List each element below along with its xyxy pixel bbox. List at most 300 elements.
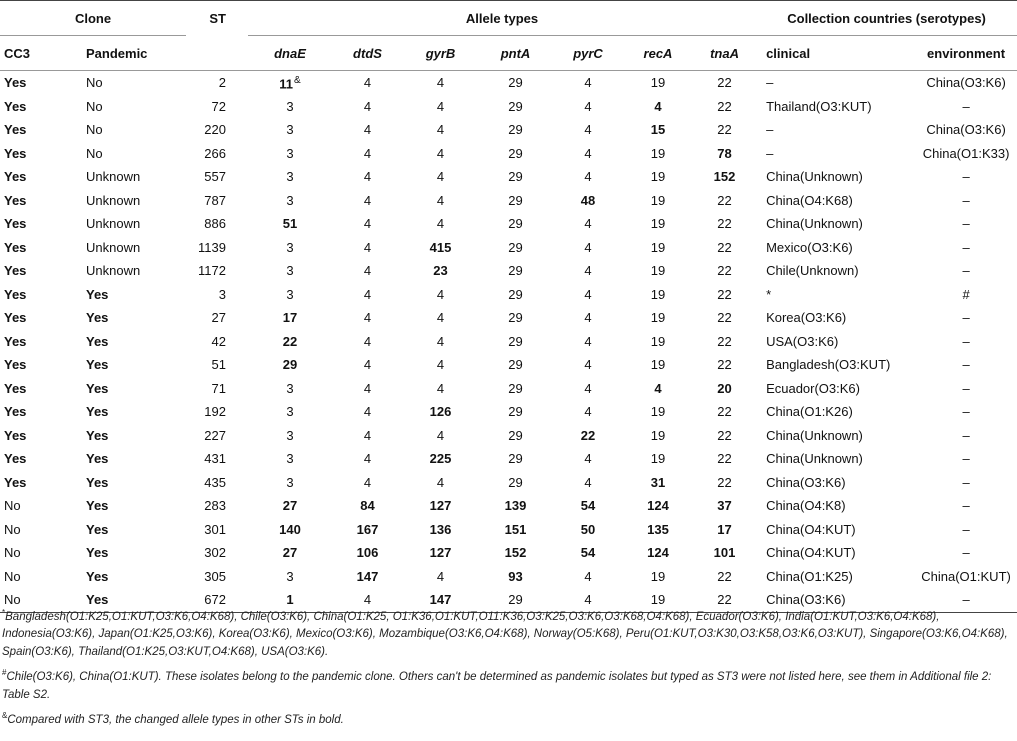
cell-allele: 84 bbox=[360, 498, 375, 514]
cell-allele: 22 bbox=[717, 286, 732, 302]
cell-environment: China(O3:K6) bbox=[926, 122, 1006, 138]
cell-clinical: China(Unknown) bbox=[766, 451, 863, 467]
cell-allele: 4 bbox=[436, 169, 445, 185]
cell-allele: 167 bbox=[356, 521, 379, 537]
footnote-amp-mark: & bbox=[2, 711, 8, 721]
cell-allele: 124 bbox=[647, 498, 669, 514]
cell-allele: 50 bbox=[580, 521, 596, 537]
cell-allele: 4 bbox=[584, 568, 592, 584]
cell-allele: 4 bbox=[584, 333, 592, 349]
table-row bbox=[0, 424, 1017, 448]
cell-clinical: Thailand(O3:KUT) bbox=[766, 98, 872, 114]
cell-pandemic: Yes bbox=[86, 427, 109, 443]
cell-allele: 4 bbox=[584, 263, 592, 279]
cell-clinical: China(Unknown) bbox=[766, 169, 863, 185]
cell-allele: 3 bbox=[286, 286, 294, 302]
cell-allele: 29 bbox=[508, 333, 523, 349]
cell-allele: 101 bbox=[713, 545, 736, 561]
cell-st: 3 bbox=[218, 286, 226, 302]
cell-allele: 4 bbox=[436, 122, 445, 138]
cell-pandemic: Unknown bbox=[86, 239, 141, 255]
header-clinical: clinical bbox=[766, 45, 811, 61]
cell-clinical: Chile(Unknown) bbox=[766, 263, 859, 279]
cell-pandemic: Unknown bbox=[86, 169, 141, 185]
cell-cc3: Yes bbox=[4, 263, 27, 279]
header-st: ST bbox=[209, 10, 226, 26]
cell-clinical: China(O3:K6) bbox=[766, 474, 846, 490]
cell-environment: – bbox=[962, 451, 970, 467]
footnote-star bbox=[2, 604, 1014, 661]
cell-clinical: China(O4:K8) bbox=[766, 498, 846, 514]
table-row bbox=[0, 95, 1017, 119]
footnote-amp bbox=[2, 707, 1014, 729]
cell-allele: 29 bbox=[508, 98, 523, 114]
cell-st: 42 bbox=[211, 333, 226, 349]
cell-clinical: Mexico(O3:K6) bbox=[766, 239, 853, 255]
cell-st: 51 bbox=[211, 357, 226, 373]
cell-pandemic: No bbox=[86, 145, 103, 161]
cell-cc3: Yes bbox=[4, 192, 27, 208]
cell-allele: 147 bbox=[356, 568, 379, 584]
cell-allele: 22 bbox=[580, 427, 596, 443]
cell-st: 27 bbox=[211, 310, 226, 326]
cell-allele: 4 bbox=[363, 192, 372, 208]
cell-environment: – bbox=[962, 427, 970, 443]
cell-clinical: China(Unknown) bbox=[766, 427, 863, 443]
cell-allele: 17 bbox=[282, 310, 298, 326]
cell-clinical: China(O4:KUT) bbox=[766, 545, 856, 561]
footnote-amp-text: Compared with ST3, the changed allele types in other STs in bold. bbox=[7, 713, 344, 726]
cell-allele: 4 bbox=[436, 216, 445, 232]
cell-allele: 4 bbox=[584, 380, 592, 396]
cell-allele: 4 bbox=[363, 239, 372, 255]
cell-allele: 126 bbox=[429, 404, 452, 420]
cell-clinical: China(O1:K25) bbox=[766, 568, 853, 584]
cell-allele: 4 bbox=[363, 216, 372, 232]
cell-st: 302 bbox=[204, 545, 226, 561]
cell-environment: China(O1:K33) bbox=[922, 145, 1010, 161]
cell-clinical: Bangladesh(O3:KUT) bbox=[766, 357, 891, 373]
cell-allele: 19 bbox=[650, 75, 666, 91]
table-row bbox=[0, 518, 1017, 542]
cell-allele: 3 bbox=[286, 263, 294, 279]
cell-allele: 3 bbox=[286, 145, 294, 161]
cell-clinical: Korea(O3:K6) bbox=[766, 310, 847, 326]
cell-allele: 4 bbox=[654, 98, 662, 114]
cell-allele: 4 bbox=[363, 169, 372, 185]
cell-allele: 19 bbox=[650, 145, 666, 161]
cell-cc3: Yes bbox=[4, 380, 27, 396]
cell-allele: 4 bbox=[363, 310, 372, 326]
table-row bbox=[0, 71, 1017, 95]
cell-allele: 4 bbox=[584, 451, 592, 467]
table-row bbox=[0, 353, 1017, 377]
table-row bbox=[0, 330, 1017, 354]
cell-allele: 3 bbox=[286, 98, 294, 114]
cell-cc3: Yes bbox=[4, 145, 27, 161]
cell-allele: 31 bbox=[650, 474, 666, 490]
cell-allele: 54 bbox=[580, 498, 596, 514]
cell-allele: 19 bbox=[650, 404, 666, 420]
cell-pandemic: Yes bbox=[86, 310, 109, 326]
header-gene-pnta: pntA bbox=[500, 45, 531, 61]
header-collection-countries: Collection countries (serotypes) bbox=[756, 1, 1017, 36]
cell-allele: 4 bbox=[363, 286, 372, 302]
cell-clinical: China(O4:K68) bbox=[766, 192, 853, 208]
cell-cc3: Yes bbox=[4, 357, 27, 373]
cell-st: 1172 bbox=[198, 263, 226, 279]
header-gene-dtds: dtdS bbox=[353, 45, 382, 61]
cell-st: 220 bbox=[204, 122, 226, 138]
cell-allele: 29 bbox=[508, 263, 523, 279]
header-gene-gyrb: gyrB bbox=[425, 45, 456, 61]
cell-allele: 415 bbox=[429, 239, 452, 255]
cell-allele: 3 bbox=[286, 192, 294, 208]
cell-pandemic: Unknown bbox=[86, 216, 141, 232]
header-column-row bbox=[0, 36, 1017, 71]
cell-allele: 22 bbox=[717, 310, 732, 326]
cell-allele: 19 bbox=[650, 263, 666, 279]
table-body bbox=[0, 71, 1017, 613]
cell-allele: 3 bbox=[286, 239, 294, 255]
cell-cc3: Yes bbox=[4, 286, 27, 302]
cell-allele: 4 bbox=[584, 145, 592, 161]
cell-st: 787 bbox=[204, 192, 226, 208]
table-row bbox=[0, 494, 1017, 518]
cell-allele: 3 bbox=[286, 380, 294, 396]
footnote-ref-amp: & bbox=[294, 74, 301, 86]
cell-allele: 4 bbox=[584, 286, 592, 302]
cell-allele: 19 bbox=[650, 592, 666, 608]
table-footnotes bbox=[2, 604, 1014, 732]
cell-allele: 29 bbox=[508, 75, 523, 91]
cell-allele: 4 bbox=[363, 75, 372, 91]
cell-allele: 4 bbox=[363, 380, 372, 396]
cell-allele: 4 bbox=[584, 98, 592, 114]
cell-st: 283 bbox=[204, 498, 226, 514]
cell-allele: 29 bbox=[508, 169, 523, 185]
cell-pandemic: Yes bbox=[86, 498, 109, 514]
cell-allele: 4 bbox=[584, 169, 592, 185]
cell-allele: 3 bbox=[286, 451, 294, 467]
table-row bbox=[0, 565, 1017, 589]
cell-environment: – bbox=[962, 474, 970, 490]
cell-allele: 37 bbox=[717, 498, 732, 514]
table-row bbox=[0, 306, 1017, 330]
cell-environment: – bbox=[962, 521, 970, 537]
cell-allele: 4 bbox=[436, 75, 445, 91]
table-row bbox=[0, 447, 1017, 471]
cell-allele: 4 bbox=[363, 98, 372, 114]
cell-allele: 4 bbox=[363, 333, 372, 349]
cell-st: 435 bbox=[204, 474, 226, 490]
cell-allele: 22 bbox=[717, 263, 732, 279]
cell-environment: – bbox=[962, 263, 970, 279]
cell-pandemic: Yes bbox=[86, 380, 109, 396]
cell-allele: 19 bbox=[650, 568, 666, 584]
cell-allele: 4 bbox=[584, 310, 592, 326]
cell-allele: 22 bbox=[717, 192, 732, 208]
cell-clinical: – bbox=[766, 145, 774, 161]
table-row bbox=[0, 283, 1017, 307]
cell-clinical: Ecuador(O3:K6) bbox=[766, 380, 860, 396]
cell-allele: 27 bbox=[282, 545, 298, 561]
cell-allele: 19 bbox=[650, 357, 666, 373]
cell-cc3: Yes bbox=[4, 474, 27, 490]
cell-allele: 127 bbox=[429, 498, 452, 514]
cell-cc3: Yes bbox=[4, 310, 27, 326]
header-group-row bbox=[0, 1, 1017, 36]
cell-allele: 22 bbox=[282, 333, 298, 349]
cell-st: 72 bbox=[211, 98, 226, 114]
cell-allele: 19 bbox=[650, 333, 666, 349]
cell-st: 305 bbox=[204, 568, 226, 584]
cell-allele: 29 bbox=[508, 192, 523, 208]
cell-allele: 54 bbox=[580, 545, 596, 561]
header-environment: environment bbox=[927, 45, 1006, 61]
cell-cc3: No bbox=[4, 592, 21, 608]
cell-allele: 135 bbox=[647, 521, 669, 537]
footnote-star-mark: * bbox=[2, 608, 6, 617]
cell-allele: 127 bbox=[429, 545, 452, 561]
footnote-star-text: Bangladesh(O1:K25,O1:KUT,O3:K6,O4:K68), Chile(O3:K6), China(O1:K25, O1:K36,O1:KUT,O11:K36,O3:K25,O3:K6,O3:K68,O4:K68), Ecuador(O3:K6), India(O1:KUT,O3:K6,O4:K68), Indonesia(O3:K6), Japan(O1:K25,O3:K6), Korea(O3:K6), Mexico(O3:K6), Mozambique(O3:K6,O4:K68), Norway(O5:K68), Peru(O1:KUT,O3:K30,O3:K58,O3:K6,O3:KUT), Singapore(O3:K6,O4:K68), Spain(O3:K6), Thailand(O1:K25,O3:KUT,O4:K68), USA(O3:K6). bbox=[2, 610, 1008, 658]
table-row bbox=[0, 471, 1017, 495]
cell-allele: 4 bbox=[584, 474, 592, 490]
cell-allele: 51 bbox=[282, 216, 298, 232]
cell-allele: 4 bbox=[584, 75, 592, 91]
table-row bbox=[0, 142, 1017, 166]
cell-environment: – bbox=[962, 545, 970, 561]
cell-allele: 136 bbox=[429, 521, 452, 537]
header-allele-types: Allele types bbox=[248, 1, 756, 36]
cell-allele: 4 bbox=[584, 122, 592, 138]
cell-allele: 22 bbox=[717, 427, 732, 443]
cell-allele: 152 bbox=[713, 169, 736, 185]
cell-allele: 4 bbox=[363, 145, 372, 161]
cell-clinical: * bbox=[766, 286, 772, 302]
cell-allele: 20 bbox=[717, 380, 732, 396]
cell-allele: 1 bbox=[286, 592, 294, 608]
footnote-hash-mark: # bbox=[2, 668, 7, 678]
cell-clinical: USA(O3:K6) bbox=[766, 333, 839, 349]
header-gene-reca: recA bbox=[643, 45, 673, 61]
cell-allele: 29 bbox=[508, 145, 523, 161]
cell-allele: 3 bbox=[286, 169, 294, 185]
cell-st: 886 bbox=[204, 216, 226, 232]
cell-allele: 22 bbox=[717, 357, 732, 373]
cell-clinical: – bbox=[766, 122, 774, 138]
header-gene-dnae: dnaE bbox=[274, 45, 306, 61]
header-pandemic: Pandemic bbox=[86, 45, 148, 61]
cell-allele: 29 bbox=[508, 380, 523, 396]
cell-cc3: Yes bbox=[4, 216, 27, 232]
cell-st: 2 bbox=[218, 75, 226, 91]
cell-allele: 22 bbox=[717, 216, 732, 232]
cell-allele: 17 bbox=[717, 521, 732, 537]
cell-allele: 22 bbox=[717, 239, 732, 255]
cell-allele: 19 bbox=[650, 239, 666, 255]
cell-environment: – bbox=[962, 239, 970, 255]
cell-allele: 4 bbox=[436, 98, 445, 114]
cell-pandemic: Yes bbox=[86, 592, 109, 608]
cell-allele: 22 bbox=[717, 451, 732, 467]
cell-st: 71 bbox=[211, 380, 226, 396]
cell-environment: – bbox=[962, 592, 970, 608]
cell-pandemic: Yes bbox=[86, 451, 109, 467]
cell-allele: 29 bbox=[508, 592, 523, 608]
table-row bbox=[0, 165, 1017, 189]
cell-environment: – bbox=[962, 404, 970, 420]
cell-allele: 29 bbox=[508, 357, 523, 373]
cell-allele: 106 bbox=[356, 545, 379, 561]
cell-cc3: Yes bbox=[4, 451, 27, 467]
cell-allele: 147 bbox=[429, 592, 452, 608]
cell-allele: 22 bbox=[717, 333, 732, 349]
cell-allele: 152 bbox=[504, 545, 527, 561]
cell-pandemic: Yes bbox=[86, 357, 109, 373]
cell-allele: 4 bbox=[363, 404, 372, 420]
cell-allele: 29 bbox=[508, 122, 523, 138]
footnote-hash bbox=[2, 664, 1014, 704]
cell-allele: 4 bbox=[363, 451, 372, 467]
cell-allele: 3 bbox=[286, 404, 294, 420]
header-gene-tnaa: tnaA bbox=[710, 45, 739, 61]
cell-st: 557 bbox=[204, 169, 226, 185]
cell-st: 227 bbox=[204, 427, 226, 443]
cell-pandemic: Yes bbox=[86, 521, 109, 537]
cell-clinical: China(Unknown) bbox=[766, 216, 863, 232]
footnote-hash-text: Chile(O3:K6), China(O1:KUT). These isolates belong to the pandemic clone. Others can't be determined as pandemic isolates but typed as ST3 were not listed here, see them in Additional file 2: Table S2. bbox=[2, 671, 992, 701]
cell-clinical: China(O3:K6) bbox=[766, 592, 846, 608]
cell-cc3: Yes bbox=[4, 427, 27, 443]
cell-allele: 4 bbox=[363, 427, 372, 443]
cell-st: 672 bbox=[204, 592, 226, 608]
cell-allele: 4 bbox=[436, 333, 445, 349]
cell-allele: 4 bbox=[436, 427, 445, 443]
cell-clinical: – bbox=[766, 75, 774, 91]
cell-allele: 29 bbox=[508, 451, 523, 467]
cell-allele: 4 bbox=[584, 357, 592, 373]
cell-allele: 29 bbox=[508, 286, 523, 302]
cell-environment: – bbox=[962, 380, 970, 396]
cell-allele: 140 bbox=[279, 521, 301, 537]
cell-pandemic: Unknown bbox=[86, 192, 141, 208]
cell-allele: 23 bbox=[433, 263, 448, 279]
cell-allele: 4 bbox=[436, 380, 445, 396]
cell-allele: 4 bbox=[584, 239, 592, 255]
cell-cc3: Yes bbox=[4, 75, 27, 91]
cell-allele: 19 bbox=[650, 427, 666, 443]
cell-clinical: China(O4:KUT) bbox=[766, 521, 856, 537]
cell-allele: 93 bbox=[508, 568, 523, 584]
cell-pandemic: No bbox=[86, 122, 103, 138]
table-row bbox=[0, 118, 1017, 142]
cell-cc3: No bbox=[4, 545, 21, 561]
cell-environment: China(O3:K6) bbox=[926, 75, 1006, 91]
cell-allele: 29 bbox=[508, 239, 523, 255]
cell-pandemic: Unknown bbox=[86, 263, 141, 279]
cell-allele: 4 bbox=[363, 592, 372, 608]
cell-environment: # bbox=[962, 286, 970, 302]
cell-allele: 4 bbox=[584, 592, 592, 608]
cell-allele: 139 bbox=[504, 498, 527, 514]
cell-allele: 19 bbox=[650, 216, 666, 232]
cell-allele: 78 bbox=[717, 145, 732, 161]
cell-pandemic: Yes bbox=[86, 568, 109, 584]
cell-cc3: Yes bbox=[4, 169, 27, 185]
cell-allele: 22 bbox=[717, 75, 732, 91]
cell-allele: 22 bbox=[717, 592, 732, 608]
cell-allele-value: 11 bbox=[279, 75, 294, 91]
cell-allele: 29 bbox=[508, 474, 523, 490]
cell-allele: 4 bbox=[584, 404, 592, 420]
cell-cc3: No bbox=[4, 498, 21, 514]
cell-allele: 4 bbox=[436, 286, 445, 302]
cell-allele: 27 bbox=[282, 498, 298, 514]
cell-pandemic: Yes bbox=[86, 333, 109, 349]
cell-allele: 48 bbox=[580, 192, 596, 208]
table-row bbox=[0, 377, 1017, 401]
cell-allele: 19 bbox=[650, 192, 666, 208]
cell-allele: 4 bbox=[363, 474, 372, 490]
cell-allele: 3 bbox=[286, 474, 294, 490]
cell-allele: 19 bbox=[650, 451, 666, 467]
cell-allele: 4 bbox=[436, 568, 445, 584]
cell-cc3: Yes bbox=[4, 122, 27, 138]
cell-allele: 151 bbox=[504, 521, 527, 537]
cell-pandemic: Yes bbox=[86, 286, 109, 302]
cell-allele: 3 bbox=[286, 122, 294, 138]
header-clone: Clone bbox=[0, 1, 186, 36]
cell-environment: – bbox=[962, 498, 970, 514]
cell-allele: 29 bbox=[508, 216, 523, 232]
cell-st: 266 bbox=[204, 145, 226, 161]
cell-st: 431 bbox=[204, 451, 226, 467]
cell-allele: 4 bbox=[436, 145, 445, 161]
cell-allele: 22 bbox=[717, 122, 732, 138]
cell-allele: 4 bbox=[436, 192, 445, 208]
cell-allele: 4 bbox=[654, 380, 662, 396]
cell-environment: – bbox=[962, 310, 970, 326]
header-cc3: CC3 bbox=[4, 45, 31, 61]
cell-allele: 4 bbox=[363, 357, 372, 373]
cell-environment: – bbox=[962, 192, 970, 208]
table-row bbox=[0, 259, 1017, 283]
cell-allele: 19 bbox=[650, 286, 666, 302]
cell-allele: 4 bbox=[436, 474, 445, 490]
cell-pandemic: Yes bbox=[86, 474, 109, 490]
cell-allele: 15 bbox=[650, 122, 666, 138]
cell-allele: 22 bbox=[717, 98, 732, 114]
cell-allele: 4 bbox=[584, 216, 592, 232]
cell-st: 1139 bbox=[198, 239, 226, 255]
cell-cc3: No bbox=[4, 521, 21, 537]
cell-pandemic: No bbox=[86, 98, 103, 114]
cell-environment: – bbox=[962, 333, 970, 349]
cell-pandemic: No bbox=[86, 75, 103, 91]
cell-allele: 29 bbox=[508, 427, 523, 443]
cell-allele bbox=[248, 71, 332, 95]
table-row bbox=[0, 236, 1017, 260]
cell-environment: – bbox=[962, 216, 970, 232]
cell-environment: – bbox=[962, 357, 970, 373]
cell-cc3: Yes bbox=[4, 98, 27, 114]
cell-allele: 4 bbox=[436, 357, 445, 373]
cell-allele: 29 bbox=[508, 310, 523, 326]
table-row bbox=[0, 541, 1017, 565]
cell-allele: 19 bbox=[650, 310, 666, 326]
cell-allele: 22 bbox=[717, 404, 732, 420]
